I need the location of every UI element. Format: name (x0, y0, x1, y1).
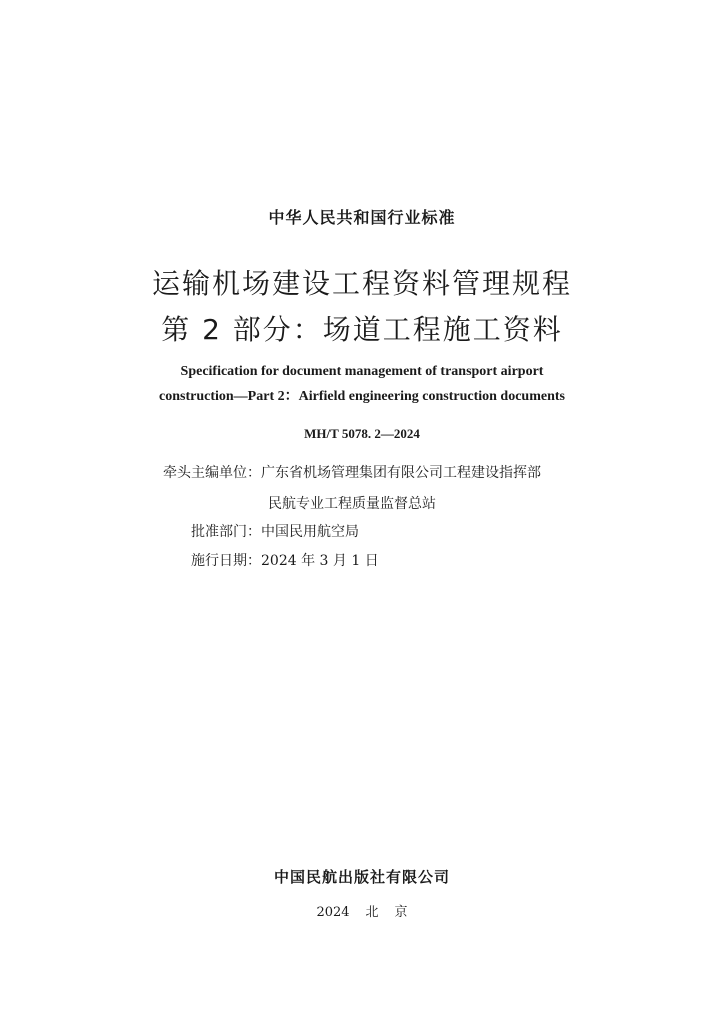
publication-city-1: 北 (365, 905, 379, 920)
lead-editor-label: 牵头主编单位： (163, 465, 261, 481)
standard-classification: 中华人民共和国行业标准 (268, 208, 456, 227)
standard-number: MH/T 5078. 2—2024 (304, 426, 420, 441)
title-chinese-line-2: 第 2 部分：场道工程施工资料 (161, 313, 563, 346)
title-english-line-1: Specification for document management of transport airport (180, 364, 544, 379)
title-chinese-line-1: 运输机场建设工程资料管理规程 (151, 267, 572, 300)
approval-row (191, 521, 359, 541)
publisher-name: 中国民航出版社有限公司 (273, 868, 450, 886)
publication-place (0, 901, 724, 920)
lead-editor-row (163, 462, 541, 482)
effective-date-label: 施行日期： (191, 553, 261, 569)
lead-editor-row-2 (268, 493, 436, 513)
lead-editor-value-1: 广东省机场管理集团有限公司工程建设指挥部 (261, 465, 541, 481)
effective-date-row (191, 550, 379, 570)
effective-date-value: 2024 年 3 月 1 日 (261, 553, 379, 569)
approval-value: 中国民用航空局 (261, 524, 359, 540)
lead-editor-value-2: 民航专业工程质量监督总站 (268, 496, 436, 512)
title-english-line-2: construction—Part 2：Airfield engineering construction documents (159, 389, 565, 404)
publication-city-2: 京 (394, 905, 408, 920)
approval-label: 批准部门： (191, 524, 261, 540)
publication-year: 2024 (316, 905, 350, 920)
